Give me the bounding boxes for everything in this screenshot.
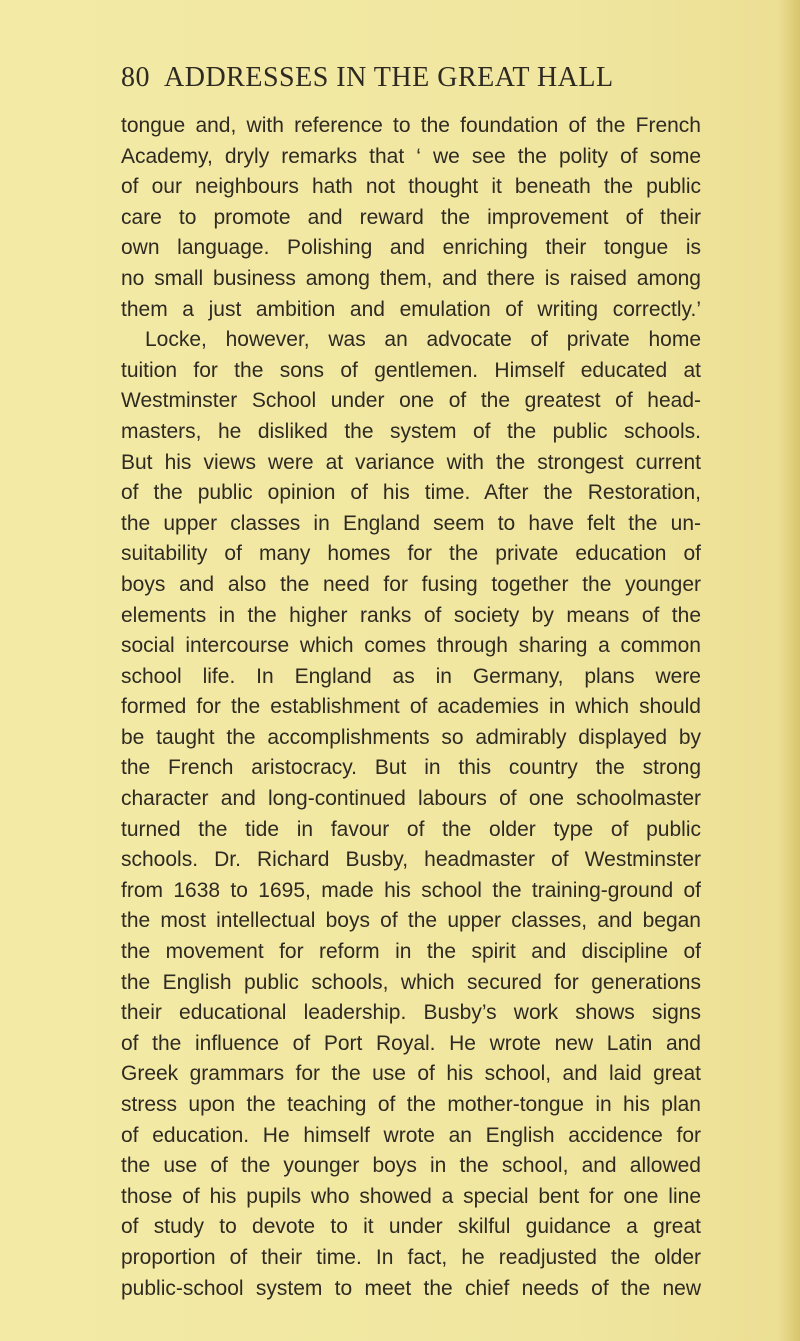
text-line: from 1638 to 1695, made his school the training-ground of bbox=[121, 878, 701, 902]
text-line: schools. Dr. Richard Busby, headmaster of Westminster bbox=[121, 848, 701, 872]
text-line: the English public schools, which secured for generations bbox=[121, 970, 701, 994]
text-line: of our neighbours hath not thought it beneath the public bbox=[121, 175, 701, 199]
text-line: the French aristocracy. But in this country the strong bbox=[121, 756, 701, 780]
running-header bbox=[121, 62, 681, 94]
text-line: social intercourse which comes through sharing a common bbox=[121, 634, 701, 658]
text-line: tuition for the sons of gentlemen. Himself educated at bbox=[121, 358, 701, 382]
text-line: of the influence of Port Royal. He wrote new Latin and bbox=[121, 1031, 701, 1055]
text-line: own language. Polishing and enriching their tongue is bbox=[121, 236, 701, 260]
text-line: Locke, however, was an advocate of private home bbox=[145, 328, 701, 352]
text-line: the use of the younger boys in the school, and allowed bbox=[121, 1154, 701, 1178]
text-line: public-school system to meet the chief needs of the new bbox=[121, 1276, 701, 1300]
text-line: character and long-continued labours of one schoolmaster bbox=[121, 787, 701, 811]
text-line: But his views were at variance with the strongest current bbox=[121, 450, 701, 474]
text-line: the movement for reform in the spirit and discipline of bbox=[121, 940, 701, 964]
text-line: Westminster School under one of the greatest of head- bbox=[121, 389, 701, 413]
page-number: 80 bbox=[121, 62, 150, 93]
text-line: care to promote and reward the improvement of their bbox=[121, 205, 701, 229]
text-line: school life. In England as in Germany, plans were bbox=[121, 664, 701, 688]
body-text bbox=[121, 111, 701, 1304]
page-edge-shading bbox=[778, 0, 800, 1341]
text-line: proportion of their time. In fact, he readjusted the older bbox=[121, 1245, 701, 1269]
text-line: formed for the establishment of academies in which should bbox=[121, 695, 701, 719]
text-line: the most intellectual boys of the upper classes, and began bbox=[121, 909, 701, 933]
text-line: be taught the accomplishments so admirably displayed by bbox=[121, 725, 701, 749]
text-line: elements in the higher ranks of society by means of the bbox=[121, 603, 701, 627]
text-line: of study to devote to it under skilful guidance a great bbox=[121, 1215, 701, 1239]
text-line: tongue and, with reference to the foundation of the French bbox=[121, 114, 701, 137]
running-title: ADDRESSES IN THE GREAT HALL bbox=[164, 62, 614, 93]
text-line: their educational leadership. Busby’s work shows signs bbox=[121, 1001, 701, 1025]
text-line: them a just ambition and emulation of writing correctly.’ bbox=[121, 297, 701, 321]
text-line: stress upon the teaching of the mother-tongue in his plan bbox=[121, 1093, 701, 1116]
text-line: those of his pupils who showed a special bent for one line bbox=[121, 1184, 701, 1208]
text-line: no small business among them, and there is raised among bbox=[121, 266, 701, 290]
text-line: Greek grammars for the use of his school, and laid great bbox=[121, 1062, 701, 1086]
text-line: Academy, dryly remarks that ‘ we see the polity of some bbox=[121, 144, 701, 168]
text-line: suitability of many homes for the private education of bbox=[121, 542, 701, 566]
text-line: the upper classes in England seem to have felt the un- bbox=[121, 511, 701, 535]
text-line: turned the tide in favour of the older type of public bbox=[121, 817, 701, 841]
text-line: masters, he disliked the system of the public schools. bbox=[121, 419, 701, 443]
text-line: of the public opinion of his time. After the Restoration, bbox=[121, 481, 701, 505]
text-line: boys and also the need for fusing together the younger bbox=[121, 572, 701, 596]
text-line: of education. He himself wrote an English accidence for bbox=[121, 1123, 701, 1147]
